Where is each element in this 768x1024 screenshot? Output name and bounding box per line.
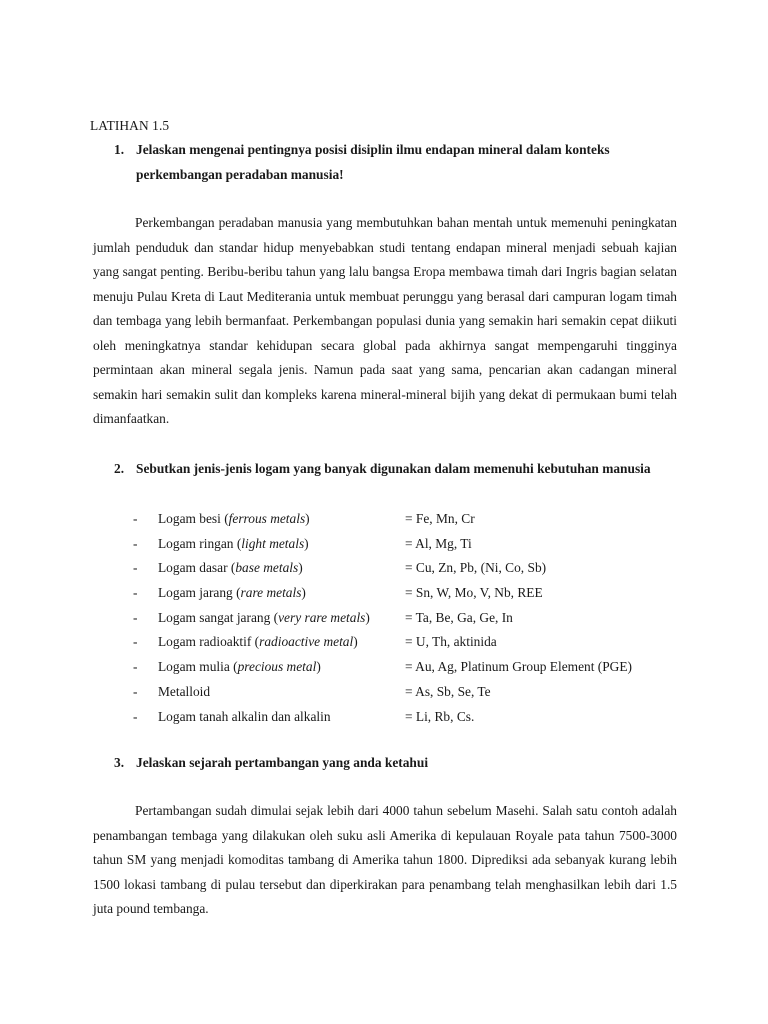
list-dash: - bbox=[133, 708, 138, 724]
metal-name bbox=[158, 606, 370, 631]
list-dash: - bbox=[133, 535, 138, 551]
metal-name-close: ) bbox=[301, 585, 306, 601]
metal-name bbox=[158, 532, 309, 557]
metal-english-term: precious metal bbox=[237, 659, 317, 675]
list-dash: - bbox=[133, 683, 138, 699]
question-3 bbox=[114, 751, 676, 776]
metal-elements: = Sn, W, Mo, V, Nb, REE bbox=[405, 585, 543, 601]
metal-name bbox=[158, 581, 306, 606]
list-dash: - bbox=[133, 560, 138, 576]
metal-english-term: base metals bbox=[235, 560, 299, 576]
metal-types-list bbox=[133, 507, 653, 729]
list-dash: - bbox=[133, 634, 138, 650]
metal-name-close: ) bbox=[316, 659, 321, 675]
question-1 bbox=[114, 138, 676, 187]
metal-elements: = Ta, Be, Ga, Ge, In bbox=[405, 609, 513, 625]
metal-english-term: rare metals bbox=[240, 585, 302, 601]
metal-elements: = U, Th, aktinida bbox=[405, 634, 497, 650]
answer-1-paragraph: Perkembangan peradaban manusia yang membutuhkan bahan mentah untuk memenuhi peningkatan jumlah penduduk dan standar hidup menyebabkan studi tentang endapan mineral menjadi sebuah kajian yang sangat penting. Beribu-beribu tahun yang lalu bangsa Eropa membawa timah dari Ingris bagian selatan menuju Pulau Kreta di Laut Mediterania untuk membuat perunggu yang berasal dari campuran logam timah dan tembaga yang lebih bermanfaat. Perkembangan populasi dunia yang semakin hari semakin cepat diikuti oleh meningkatnya standar kehidupan secara global pada akhirnya sangat mempengaruhi tingginya permintaan akan mineral segala jenis. Namun pada saat yang sama, pencarian akan cadangan mineral semakin hari semakin sulit dan kompleks karena mineral-mineral bijih yang dekat di permukaan bumi telah dimanfaatkan. bbox=[93, 215, 677, 426]
metal-name bbox=[158, 507, 310, 532]
metal-english-term: ferrous metals bbox=[228, 511, 306, 526]
metal-list-item bbox=[133, 630, 653, 655]
metal-list-item bbox=[133, 532, 653, 557]
metal-name-close: ) bbox=[298, 560, 303, 576]
list-dash: - bbox=[133, 659, 138, 675]
metal-name-text: Logam besi ( bbox=[158, 511, 229, 526]
metal-list-item bbox=[133, 556, 653, 581]
metal-name-text: Logam ringan ( bbox=[158, 535, 242, 551]
question-2 bbox=[114, 457, 696, 482]
metal-english-term: light metals bbox=[241, 535, 305, 551]
metal-name-text: Logam tanah alkalin dan alkalin bbox=[158, 708, 331, 724]
metal-name bbox=[158, 630, 358, 655]
exercise-heading: LATIHAN 1.5 bbox=[90, 118, 170, 133]
metal-name-close: ) bbox=[353, 634, 358, 650]
question-1-text: Jelaskan mengenai pentingnya posisi disiplin ilmu endapan mineral dalam konteks perkembangan peradaban manusia! bbox=[136, 142, 610, 182]
metal-name-text: Metalloid bbox=[158, 683, 211, 699]
metal-elements: = Au, Ag, Platinum Group Element (PGE) bbox=[405, 659, 632, 675]
question-1-number: 1. bbox=[114, 142, 125, 157]
metal-name-text: Logam radioaktif ( bbox=[158, 634, 260, 650]
metal-elements: = As, Sb, Se, Te bbox=[405, 683, 491, 699]
list-dash: - bbox=[133, 585, 138, 601]
list-dash: - bbox=[133, 511, 138, 526]
metal-list-item bbox=[133, 655, 653, 680]
question-2-number: 2. bbox=[114, 461, 125, 476]
metal-elements: = Al, Mg, Ti bbox=[405, 535, 472, 551]
list-dash: - bbox=[133, 609, 138, 625]
metal-list-item bbox=[133, 581, 653, 606]
metal-name-text: Logam sangat jarang ( bbox=[158, 609, 279, 625]
question-3-text: Jelaskan sejarah pertambangan yang anda ketahui bbox=[136, 755, 429, 770]
metal-elements: = Cu, Zn, Pb, (Ni, Co, Sb) bbox=[405, 560, 547, 576]
metal-english-term: very rare metals bbox=[278, 609, 366, 625]
metal-name bbox=[158, 705, 331, 730]
metal-list-item bbox=[133, 705, 653, 730]
answer-3-paragraph: Pertambangan sudah dimulai sejak lebih dari 4000 tahun sebelum Masehi. Salah satu contoh adalah penambangan tembaga yang dilakukan oleh suku asli Amerika di kepulauan Royale pata tahun 7500-3000 tahun SM yang menjadi komoditas tambang di Amerika tahun 1800. Diprediksi ada sebanyak kurang lebih 1500 lokasi tambang di pulau tersebut dan diperkirakan para penambang telah menghasilkan lebih dari 1.5 juta pound tembanga. bbox=[93, 803, 677, 916]
metal-elements: = Fe, Mn, Cr bbox=[405, 511, 475, 526]
metal-name-text: Logam jarang ( bbox=[158, 585, 241, 601]
question-2-text: Sebutkan jenis-jenis logam yang banyak digunakan dalam memenuhi kebutuhan manusia bbox=[136, 461, 651, 476]
metal-name bbox=[158, 680, 210, 705]
metal-english-term: radioactive metal bbox=[259, 634, 354, 650]
metal-name-text: Logam dasar ( bbox=[158, 560, 236, 576]
metal-name-close: ) bbox=[365, 609, 370, 625]
metal-elements: = Li, Rb, Cs. bbox=[405, 708, 475, 724]
question-3-number: 3. bbox=[114, 755, 125, 770]
metal-name bbox=[158, 556, 303, 581]
metal-name-close: ) bbox=[304, 535, 309, 551]
metal-list-item bbox=[133, 507, 653, 532]
metal-list-item bbox=[133, 680, 653, 705]
metal-name bbox=[158, 655, 321, 680]
metal-list-item bbox=[133, 606, 653, 631]
metal-name-close: ) bbox=[305, 511, 310, 526]
metal-name-text: Logam mulia ( bbox=[158, 659, 238, 675]
